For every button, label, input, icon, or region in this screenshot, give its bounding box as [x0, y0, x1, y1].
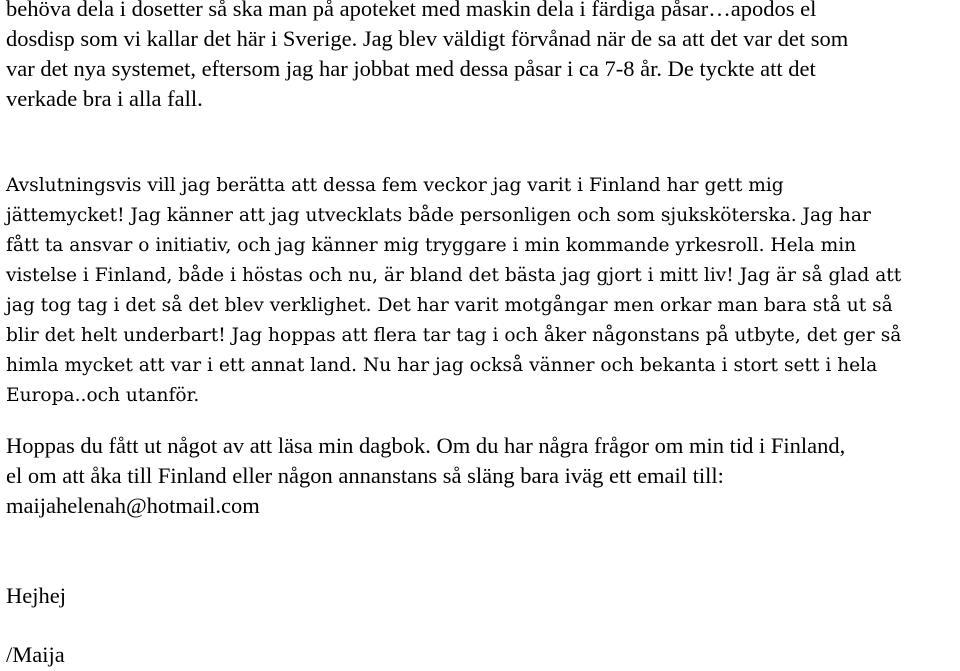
conclusion-paragraph: [6, 171, 901, 411]
text-line: Hoppas du fått ut något av att läsa min dagbok. Om du har några frågor om min tid i Finland,: [6, 433, 846, 458]
intro-paragraph: [6, 0, 848, 114]
text-line: jättemycket! Jag känner att jag utvecklats både personligen och som sjuksköterska. Jag har: [6, 205, 871, 226]
greeting: Hejhej: [6, 583, 66, 608]
text-line: himla mycket att var i ett annat land. Nu har jag också vänner och bekanta i stort sett i hela: [6, 355, 878, 376]
text-line: blir det helt underbart! Jag hoppas att flera tar tag i och åker någonstans på utbyte, det ger så: [6, 325, 902, 346]
text-line: verkade bra i alla fall.: [6, 86, 203, 111]
signature: /Maija: [6, 642, 65, 667]
text-line: vistelse i Finland, både i höstas och nu, är bland det bästa jag gjort i mitt liv! Jag är så glad att: [6, 265, 902, 286]
contact-paragraph: [6, 431, 845, 521]
text-line: behöva dela i dosetter så ska man på apoteket med maskin dela i färdiga påsar…apodos el: [6, 0, 817, 21]
text-line: jag tog tag i det så det blev verklighet. Det har varit motgångar men orkar man bara stå ut så: [6, 295, 893, 316]
text-line: fått ta ansvar o initiativ, och jag känner mig tryggare i min kommande yrkesroll. Hela min: [6, 235, 857, 256]
text-line: el om att åka till Finland eller någon annanstans så släng bara iväg ett email till:: [6, 463, 724, 488]
text-line: Avslutningsvis vill jag berätta att dessa fem veckor jag varit i Finland har gett mig: [6, 175, 784, 196]
email-address: maijahelenah@hotmail.com: [6, 493, 260, 518]
text-line: dosdisp som vi kallar det här i Sverige. Jag blev väldigt förvånad när de sa att det var det som: [6, 26, 849, 51]
text-line: var det nya systemet, eftersom jag har jobbat med dessa påsar i ca 7-8 år. De tyckte att det: [6, 56, 816, 81]
text-line: Europa..och utanför.: [6, 385, 200, 406]
